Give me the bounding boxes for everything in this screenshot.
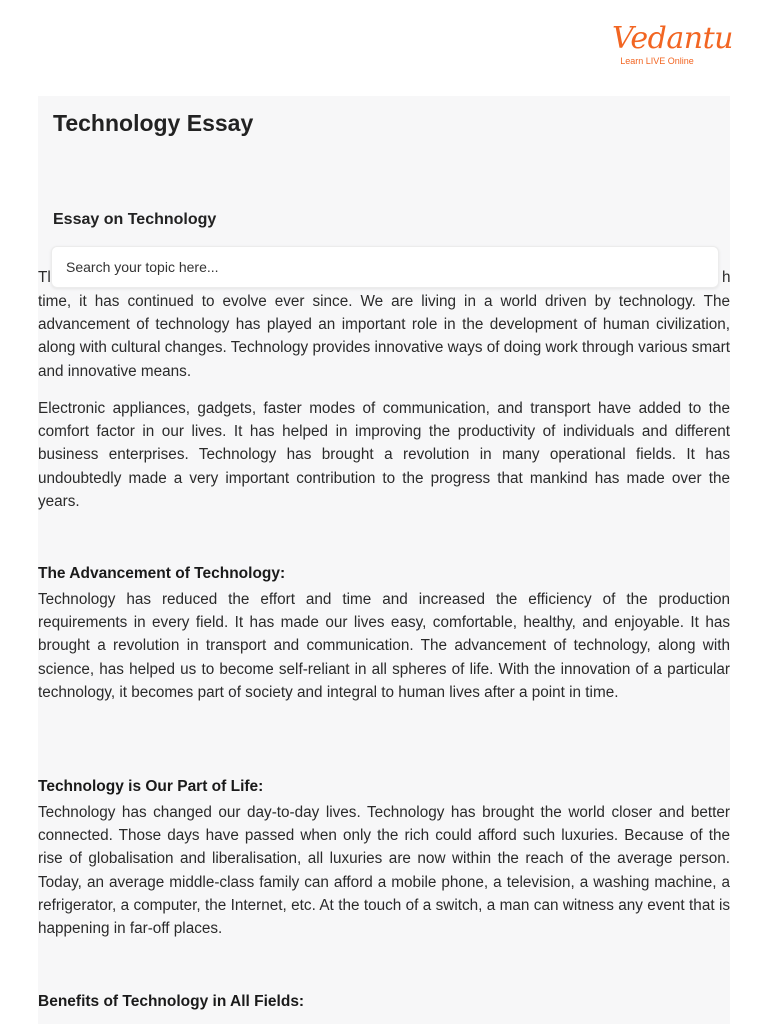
section-body: Technology has changed our day-to-day lives. Technology has brought the world closer and better connected. Those days have passed when only the rich could afford such luxuries. Because of the rise of globalisation and liberalisation, all luxuries are now within the reach of the average person. Today, an average middle-class family can afford a mobile phone, a television, a washing machine, a refrigerator, a computer, the Internet, etc. At the touch of a switch, a man can witness any event that is happening in far-off places. xyxy=(38,804,730,938)
search-placeholder: Search your topic here... xyxy=(66,259,219,275)
intro-paragraph: time, it has continued to evolve ever since. We are living in a world driven by technology. The advancement of technology has played an important role in the development of human civilization, along with cultural changes. Technology provides innovative ways of doing work through various smart and innovative means. xyxy=(38,293,730,380)
section-body: Technology has reduced the effort and time and increased the efficiency of the production requirements in every field. It has made our lives easy, comfortable, healthy, and enjoyable. It has brought a revolution in transport and communication. The advancement of technology, along with science, has helped us to become self-reliant in all spheres of life. With the innovation of a particular technology, it becomes part of society and integral to human lives after a point in time. xyxy=(38,591,730,701)
section-heading: Technology is Our Part of Life: xyxy=(38,778,264,795)
intro-edge-right: h xyxy=(722,269,731,286)
paragraph: Electronic appliances, gadgets, faster modes of communication, and transport have added to the comfort factor in our lives. It has helped in improving the productivity of individuals and different business enterprises. Technology has brought a revolution in many operational fields. It has undoubtedly made a very important contribution to the progress that mankind has made over the years. xyxy=(38,400,730,510)
intro-edge-left: Tl xyxy=(38,269,51,286)
search-input[interactable] xyxy=(51,246,719,288)
page-title: Technology Essay xyxy=(53,110,254,136)
logo-tagline: Learn LIVE Online xyxy=(620,56,694,66)
logo-wordmark: Vedantu xyxy=(612,21,733,56)
section-heading: Benefits of Technology in All Fields: xyxy=(38,993,305,1010)
section-heading: The Advancement of Technology: xyxy=(38,565,286,582)
essay-heading: Essay on Technology xyxy=(53,211,217,228)
vedantu-logo[interactable] xyxy=(612,21,733,66)
